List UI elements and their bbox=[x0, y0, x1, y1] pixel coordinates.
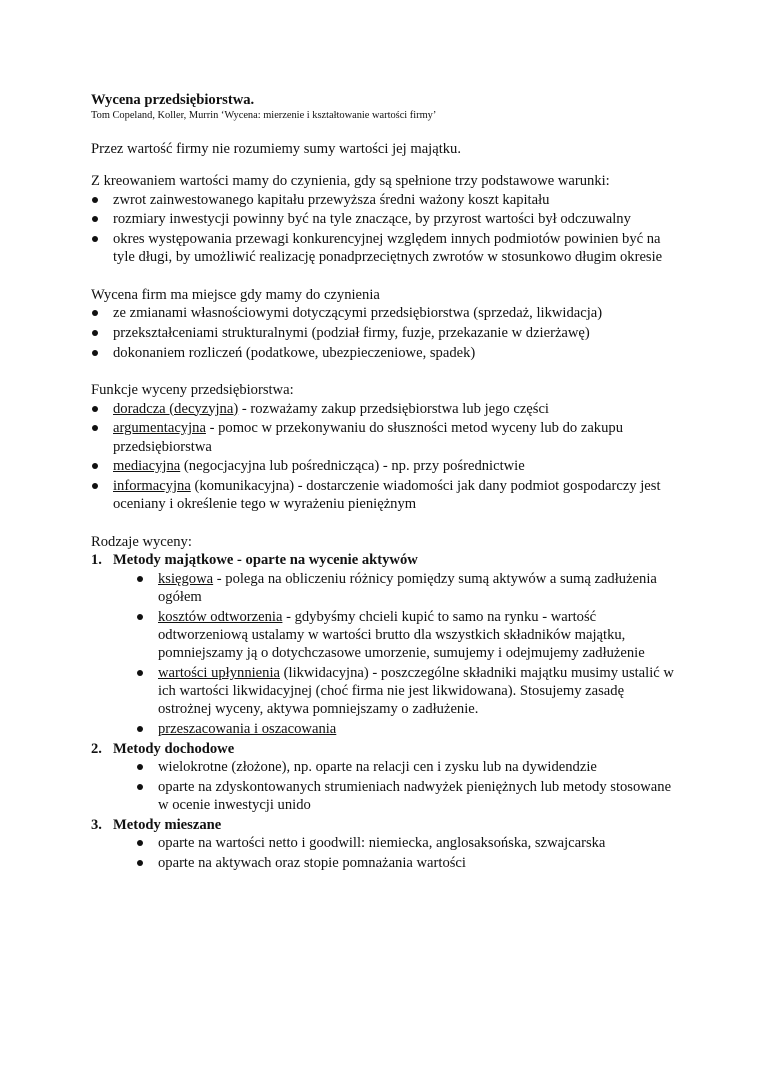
list-item bbox=[136, 664, 681, 719]
method-number: 1. bbox=[91, 552, 102, 569]
method-term: księgowa bbox=[158, 570, 214, 587]
method-desc: - polega na obliczeniu różnicy pomiędzy sumą aktywów a sumą zadłużenia ogółem bbox=[158, 570, 657, 605]
list-item: przekształceniami strukturalnymi (podział firmy, fuzje, przekazanie w dzierżawę) bbox=[91, 324, 681, 342]
list-item: oparte na wartości netto i goodwill: niemiecka, anglosaksońska, szwajcarska bbox=[136, 834, 681, 852]
method-number: 3. bbox=[91, 816, 102, 833]
section3-heading: Funkcje wyceny przedsiębiorstwa: bbox=[91, 382, 294, 399]
list-item: wielokrotne (złożone), np. oparte na relacji cen i zysku lub na dywidendzie bbox=[136, 758, 681, 776]
document-title: Wycena przedsiębiorstwa. bbox=[91, 92, 255, 108]
list-item bbox=[91, 477, 681, 514]
function-term: informacyjna bbox=[113, 477, 191, 494]
method3-list bbox=[136, 834, 681, 872]
section1-heading: Z kreowaniem wartości mamy do czynienia, gdy są spełnione trzy podstawowe warunki: bbox=[91, 173, 610, 190]
method-heading bbox=[91, 551, 681, 569]
section3-list bbox=[91, 400, 681, 514]
intro-paragraph: Przez wartość firmy nie rozumiemy sumy wartości jej majątku. bbox=[91, 141, 462, 157]
list-item: dokonaniem rozliczeń (podatkowe, ubezpieczeniowe, spadek) bbox=[91, 344, 681, 362]
function-desc: - rozważamy zakup przedsiębiorstwa lub jego części bbox=[238, 400, 549, 417]
list-item bbox=[91, 400, 681, 418]
list-item: oparte na aktywach oraz stopie pomnażania wartości bbox=[136, 854, 681, 872]
document-page bbox=[91, 92, 681, 873]
method-term: przeszacowania i oszacowania bbox=[158, 721, 337, 738]
method-desc: - gdybyśmy chcieli kupić to samo na rynku - wartość odtworzeniową ustalamy w wartości brutto dla wszystkich składników majątku, pomniejszamy ją o dotychczasowe umorzenie, sumujemy i odejmujemy zadłużenie bbox=[158, 608, 645, 662]
method1-list bbox=[136, 570, 681, 739]
list-item bbox=[136, 720, 681, 738]
function-desc: (negocjacyjna lub pośrednicząca) - np. przy pośrednictwie bbox=[180, 458, 525, 475]
list-item: zwrot zainwestowanego kapitału przewyższa średni ważony koszt kapitału bbox=[91, 191, 681, 209]
list-item: oparte na zdyskontowanych strumieniach nadwyżek pieniężnych lub metody stosowane w ocenie inwestycji unido bbox=[136, 778, 681, 815]
method-heading bbox=[91, 740, 681, 758]
list-item bbox=[91, 419, 681, 456]
section4-heading: Rodzaje wyceny: bbox=[91, 533, 192, 550]
method-name: Metody majątkowe - oparte na wycenie aktywów bbox=[113, 552, 418, 569]
section2-heading: Wycena firm ma miejsce gdy mamy do czynienia bbox=[91, 286, 380, 303]
method-number: 2. bbox=[91, 740, 102, 757]
function-term: argumentacyjna bbox=[113, 420, 206, 437]
function-desc: (komunikacyjna) - dostarczenie wiadomości jak dany podmiot gospodarczy jest oceniany i określenie tego w wyrażeniu pieniężnym bbox=[113, 477, 661, 513]
list-item: rozmiary inwestycji powinny być na tyle znaczące, by przyrost wartości był odczuwalny bbox=[91, 210, 681, 228]
method-heading bbox=[91, 816, 681, 834]
section1-list bbox=[91, 191, 681, 267]
list-item: okres występowania przewagi konkurencyjnej względem innych podmiotów powinien być na tyle długi, by umożliwić realizację ponadprzeciętnych zwrotów w stosunkowo długim okresie bbox=[91, 230, 681, 267]
section2-list bbox=[91, 304, 681, 362]
method2-list bbox=[136, 758, 681, 814]
method-name: Metody mieszane bbox=[113, 816, 222, 833]
function-term: mediacyjna bbox=[113, 458, 181, 475]
method-term: wartości upłynnienia bbox=[158, 664, 280, 681]
method-desc: (likwidacyjna) - poszczególne składniki majątku musimy ustalić w ich wartości likwidacyjnej (choć firma nie jest likwidowana). Stosujemy zasadę ostrożnej wyceny, aktywa pomniejszamy o zadłużenie. bbox=[158, 664, 674, 718]
function-term: doradcza (decyzyjna) bbox=[113, 400, 239, 417]
method-term: kosztów odtworzenia bbox=[158, 608, 283, 625]
list-item bbox=[136, 608, 681, 663]
document-subtitle: Tom Copeland, Koller, Murrin ‘Wycena: mierzenie i kształtowanie wartości firmy’ bbox=[91, 110, 437, 121]
function-desc: - pomoc w przekonywaniu do słuszności metod wyceny lub do zakupu przedsiębiorstwa bbox=[113, 420, 623, 455]
list-item: ze zmianami własnościowymi dotyczącymi przedsiębiorstwa (sprzedaż, likwidacja) bbox=[91, 304, 681, 322]
list-item bbox=[91, 457, 681, 475]
list-item bbox=[136, 570, 681, 607]
method-name: Metody dochodowe bbox=[113, 740, 235, 757]
